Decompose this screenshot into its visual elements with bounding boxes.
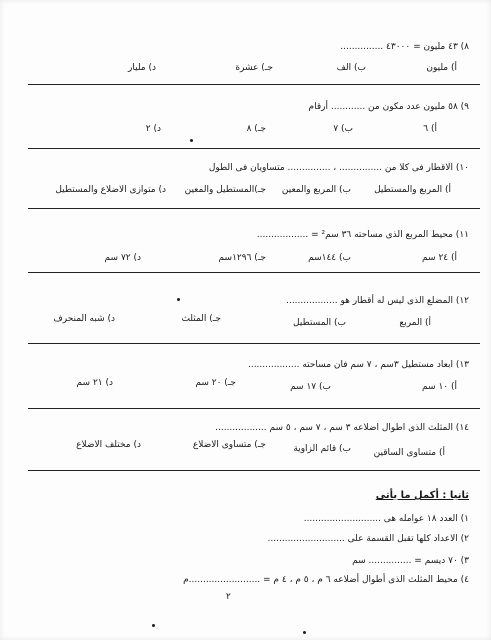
page-number: ٢ [226, 592, 231, 602]
q13-option-b: ب) ١٧ سم [290, 382, 331, 392]
q10-option-a: أ) المربع والمستطيل [374, 185, 451, 195]
q13-option-c: جـ) ٢٠ سم [195, 378, 236, 388]
question-12-stem: ١٢) المضلع الذى ليس له أقطار هو .................. [286, 296, 469, 306]
fill-item-4: ٤) محيط المثلث الذى أطوال أضلاعه ٦ م ، ٥ م ، ٤ م = .........................م [183, 575, 469, 585]
q10-option-d: د) متوازى الاضلاع والمستطيل [55, 185, 166, 195]
separator-line [28, 470, 480, 471]
q9-option-a: أ) ٦ [423, 124, 437, 134]
q9-option-d: د) ٢ [145, 124, 161, 134]
q11-option-d: د) ٧٢ سم [104, 253, 141, 263]
q12-option-a: أ) المربع [399, 318, 431, 328]
q10-option-b: ب) المربع والمعين [281, 185, 351, 195]
question-8-stem: ٨) ٤٣ مليون = ٤٣٠٠٠ ............... [340, 42, 469, 52]
question-9-stem: ٩) ٥٨ مليون عدد مكون من ............ أرقام [308, 102, 469, 112]
separator-line [28, 148, 480, 149]
q14-option-b: ب) قائم الزاوية [293, 444, 351, 454]
scan-mark [152, 624, 155, 627]
section-2-title: ثانيا : أكمل ما يأتى [375, 490, 469, 501]
q12-option-b: ب) المستطيل [293, 318, 346, 328]
q8-option-a: أ) مليون [426, 63, 457, 73]
q12-option-d: د) شبه المنحرف [53, 314, 115, 324]
question-13-stem: ١٣) ابعاد مستطيل ٣سم ، ٧ سم فان مساحته .................. [247, 360, 469, 370]
separator-line [28, 408, 480, 409]
q14-option-a: أ) متساوى الساقين [373, 448, 445, 458]
separator-line [28, 272, 480, 273]
fill-item-2: ٢) الاعداد كلها تقبل القسمة على ........................... [267, 534, 469, 544]
q8-option-d: د) مليار [128, 63, 156, 73]
question-14-stem: ١٤) المثلث الذى اطوال اضلاعه ٣ سم ، ٧ سم ، ٥ سم .................. [215, 423, 469, 433]
separator-line [28, 343, 480, 344]
q8-option-c: جـ) عشرة [235, 63, 273, 73]
scan-mark [190, 139, 193, 142]
q13-option-a: أ) ١٠ سم [422, 382, 457, 392]
fill-item-1: ١) العدد ١٨ عوامله هى ........................... [303, 514, 469, 524]
q14-option-d: د) مختلف الاضلاع [76, 440, 141, 450]
q9-option-c: جـ) ٨ [246, 124, 266, 134]
question-10-stem: ١٠) الاقطار فى كلا من ............... ، ............... متساويان فى الطول [208, 163, 469, 173]
separator-line [28, 84, 480, 85]
q12-option-c: جـ) المثلث [181, 314, 221, 324]
fill-item-3: ٣) ٧٠ ديسم = ............... سم [352, 556, 469, 566]
q13-option-d: د) ٢١ سم [76, 378, 113, 388]
q11-option-c: جـ) ١٢٩٦سم [218, 253, 266, 263]
q11-option-b: ب) ١٤٤سم [308, 253, 351, 263]
q9-option-b: ب) ٧ [333, 124, 353, 134]
scan-mark [303, 631, 306, 634]
question-11-stem: ١١) محيط المربع الذى مساحته ٣٦ سم² = .................. [256, 230, 469, 240]
separator-line [28, 208, 480, 209]
q8-option-b: ب) الف [336, 63, 366, 73]
q10-option-c: جـ)المستطيل والمعين [184, 185, 266, 195]
q14-option-c: جـ) متساوى الاضلاع [192, 440, 266, 450]
q11-option-a: أ) ٢٤ سم [422, 253, 457, 263]
scan-mark [177, 298, 180, 301]
